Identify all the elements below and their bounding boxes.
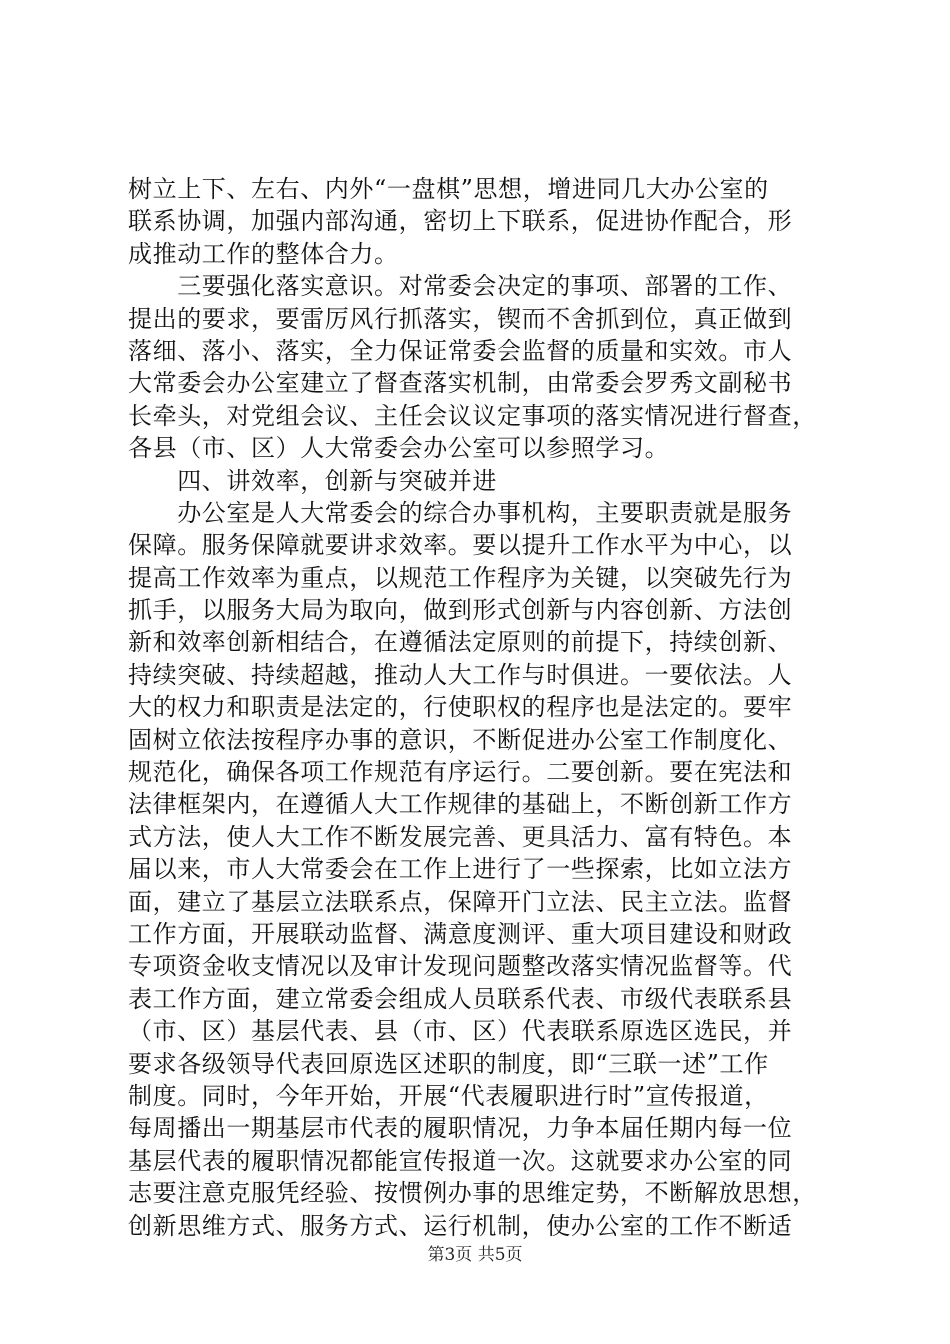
text-line: 法律框架内，在遵循人大工作规律的基础上，不断创新工作方 bbox=[128, 790, 793, 819]
text-line: 联系协调，加强内部沟通，密切上下联系，促进协作配合，形 bbox=[128, 207, 793, 236]
text-line: 持续突破、持续超越，推动人大工作与时俱进。一要依法。人 bbox=[128, 660, 793, 689]
text-line: 专项资金收支情况以及审计发现问题整改落实情况监督等。代 bbox=[128, 952, 793, 981]
body-text bbox=[128, 173, 828, 1242]
text-line: 要求各级领导代表回原选区述职的制度，即“三联一述”工作 bbox=[128, 1049, 769, 1078]
text-line: 制度。同时，今年开始，开展“代表履职进行时”宣传报道， bbox=[128, 1081, 769, 1110]
page-footer: 第3页 共5页 bbox=[427, 1245, 523, 1265]
text-line: 式方法，使人大工作不断发展完善、更具活力、富有特色。本 bbox=[128, 822, 793, 851]
text-line: 新和效率创新相结合，在遵循法定原则的前提下，持续创新、 bbox=[128, 628, 793, 657]
text-line: 树立上下、左右、内外“一盘棋”思想，增进同几大办公室的 bbox=[128, 175, 769, 203]
text-line: 规范化，确保各项工作规范有序运行。二要创新。要在宪法和 bbox=[128, 758, 793, 787]
text-line: 抓手，以服务大局为取向，做到形式创新与内容创新、方法创 bbox=[128, 596, 793, 625]
text-line: 大常委会办公室建立了督查落实机制，由常委会罗秀文副秘书 bbox=[128, 369, 793, 398]
text-line: 落细、落小、落实，全力保证常委会监督的质量和实效。市人 bbox=[128, 336, 793, 365]
text-line: 志要注意克服凭经验、按惯例办事的思维定势，不断解放思想， bbox=[128, 1179, 817, 1208]
text-line: （市、区）基层代表、县（市、区）代表联系原选区选民，并 bbox=[128, 1017, 793, 1046]
text-line: 基层代表的履职情况都能宣传报道一次。这就要求办公室的同 bbox=[128, 1146, 793, 1175]
text-line: 工作方面，开展联动监督、满意度测评、重大项目建设和财政 bbox=[128, 919, 793, 948]
text-line: 提高工作效率为重点，以规范工作程序为关键，以突破先行为 bbox=[128, 563, 793, 592]
text-line: 固树立依法按程序办事的意识，不断促进办公室工作制度化、 bbox=[128, 725, 793, 754]
text-line: 届以来，市人大常委会在工作上进行了一些探索，比如立法方 bbox=[128, 855, 793, 884]
text-line: 保障。服务保障就要讲求效率。要以提升工作水平为中心，以 bbox=[128, 531, 793, 560]
text-line: 面，建立了基层立法联系点，保障开门立法、民主立法。监督 bbox=[128, 887, 793, 916]
text-line: 长牵头，对党组会议、主任会议议定事项的落实情况进行督查， bbox=[128, 401, 817, 430]
text-line: 三要强化落实意识。对常委会决定的事项、部署的工作、 bbox=[128, 272, 793, 301]
text-line: 四、讲效率，创新与突破并进 bbox=[128, 466, 497, 495]
text-line: 各县（市、区）人大常委会办公室可以参照学习。 bbox=[128, 434, 670, 463]
text-line: 创新思维方式、服务方式、运行机制，使办公室的工作不断适 bbox=[128, 1211, 793, 1240]
text-line: 表工作方面，建立常委会组成人员联系代表、市级代表联系县 bbox=[128, 984, 793, 1013]
text-line: 大的权力和职责是法定的，行使职权的程序也是法定的。要牢 bbox=[128, 693, 793, 722]
text-line: 提出的要求，要雷厉风行抓落实，锲而不舍抓到位，真正做到 bbox=[128, 304, 793, 333]
text-line: 每周播出一期基层市代表的履职情况，力争本届任期内每一位 bbox=[128, 1114, 793, 1143]
text-line: 办公室是人大常委会的综合办事机构，主要职责就是服务 bbox=[128, 498, 793, 527]
text-line: 成推动工作的整体合力。 bbox=[128, 239, 399, 268]
